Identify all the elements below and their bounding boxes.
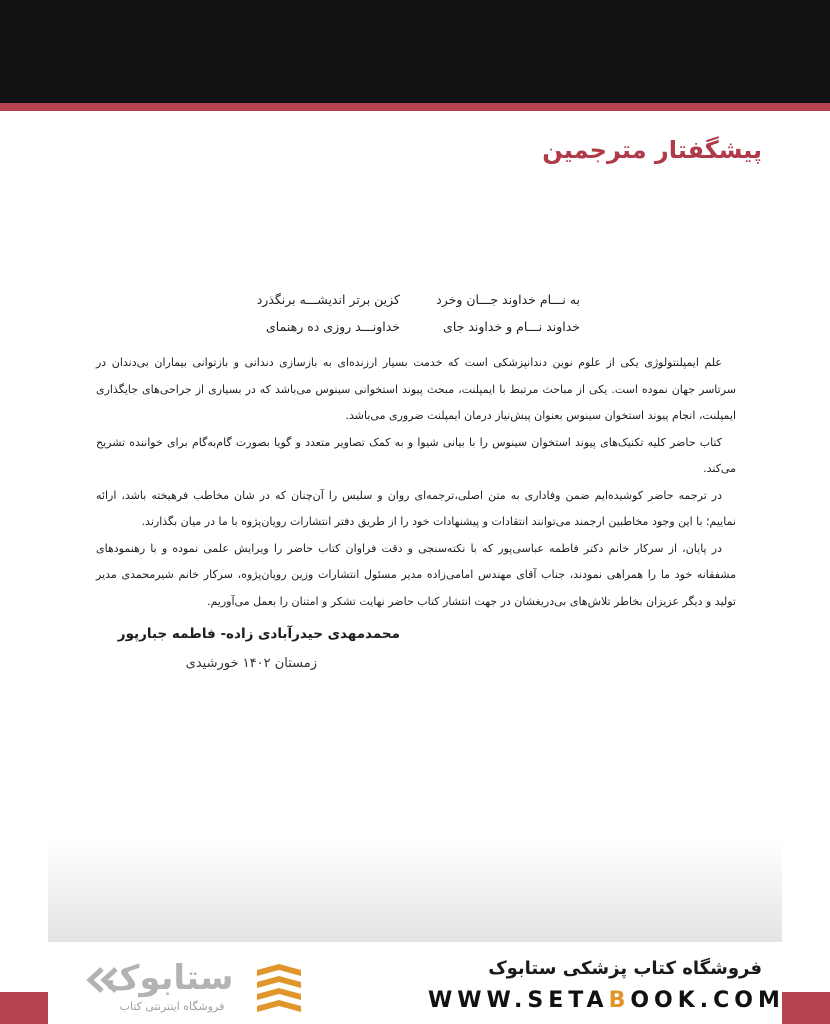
footer-bar-left [0,992,48,1024]
book-stack-logo-icon [255,962,303,1018]
page-title: پیشگفتار مترجمین [542,136,762,164]
paragraph: کتاب حاضر کلیه تکنیک‌های پیوند استخوان سینوس را با بیانی شیوا و به کمک تصاویر متعدد و گویا بصورت گام‌به‌گام برای خواننده تشریح می‌کند. [96,435,736,475]
shop-url-link[interactable] [428,988,785,1013]
url-suffix: OOK.COM [630,988,785,1013]
url-prefix: WWW.SETA [428,988,609,1013]
footer-bar-right [782,992,830,1024]
poem-line-1-left: کزین برتر اندیشـــه برنگذرد [256,292,400,307]
paragraph: علم ایمپلنتولوژی یکی از علوم نوین دندانپزشکی است که خدمت بسیار ارزنده‌ای به بازسازی دندانی و بازتوانی بیماران بی‌دندان در سرتاسر جهان نموده است. یکی از مباحث مرتبط با ایمپلنت، مبحث پیوند استخوانی سینوس می‌باشد که در بسیاری از جراحی‌های جایگذاری ایمپلنت، انجام پیوند استخوان سینوس بعنوان پیش‌نیاز درمان ایمپلنت ضروری می‌باشد. [96,356,736,422]
header-band [0,0,830,103]
translators-signature: محمدمهدی حیدرآبادی زاده- فاطمه جبارپور [117,626,400,642]
signature-date: زمستان ۱۴۰۲ خورشیدی [185,656,317,671]
paragraph: در پایان، از سرکار خانم دکتر فاطمه عباسی‌پور که با نکته‌سنجی و دقت فراوان کتاب حاضر را ویرایش علمی نموده و با رهنمودهای مشفقانه خود ما را همراهی نمودند، جناب آقای مهندس امامی‌زاده مدیر مسئول انتشارات وزین رویان‌پژوه، سرکار خانم شیرمحمدی مدیر تولید و دیگر عزیزان بخاطر تلاش‌های بی‌دریغشان در جهت انتشار کتاب حاضر نهایت تشکر و امتنان را بعمل می‌آوریم. [96,541,736,608]
header-stripe [0,103,830,111]
page-shadow [48,840,782,942]
poem-line-1-right: به نـــام خداوند جـــان وخرد [436,292,580,307]
poem-line-2-right: خداوند نـــام و خداوند جای [443,319,580,334]
paragraph: در ترجمه حاضر کوشیده‌ایم ضمن وفاداری به متن اصلی،ترجمه‌ای روان و سلیس را آن‌چنان که در شان مخاطب فرهیخته باشد، ارائه نماییم؛ با این وجود مخاطبین ارجمند می‌توانند انتقادات و پیشنهادات خود را از طریق دفتر انتشارات رویان‌پژوه با ما در میان بگذارند. [96,488,736,528]
shop-name: فروشگاه کتاب پزشکی ستابوک [488,958,762,979]
poem-line-2-left: خداونـــد روزی ده رهنمای [266,319,400,334]
url-accent: B [608,988,631,1013]
double-chevron-arrows-icon [84,966,124,994]
preface-body [96,350,736,615]
logo-wordmark: ستابوک [104,958,234,998]
logo-tagline: فروشگاه اینترنتی کتاب [119,1000,225,1013]
